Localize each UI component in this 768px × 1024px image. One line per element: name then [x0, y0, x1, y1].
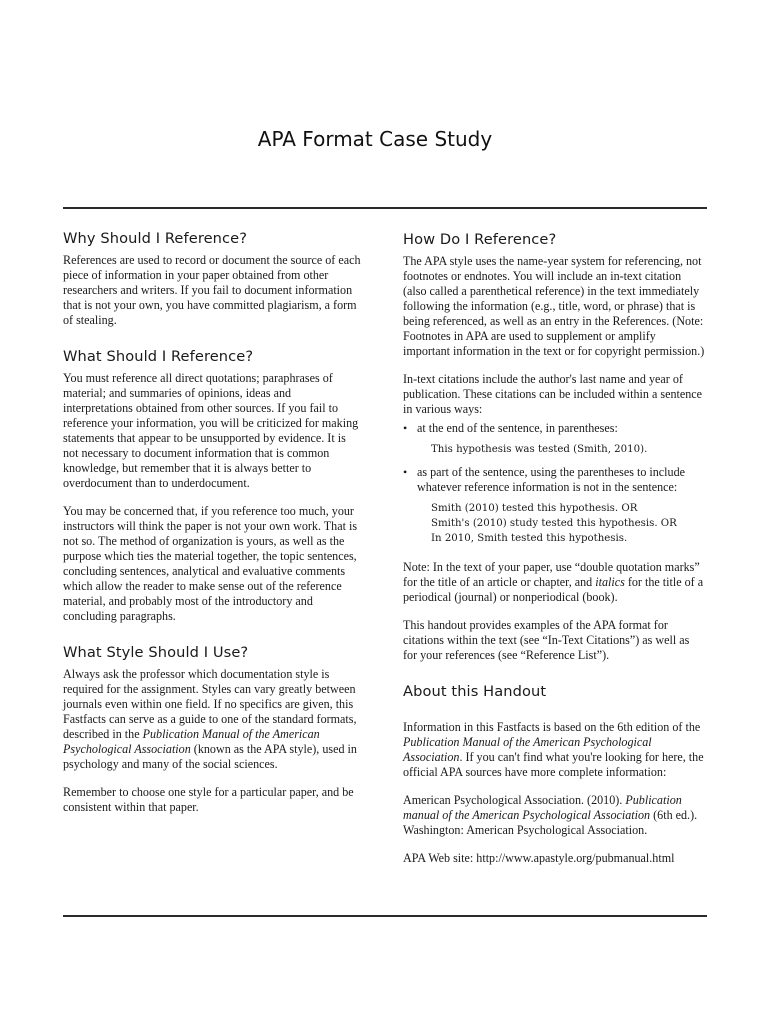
apa-web-site: APA Web site: http://www.apastyle.org/pubmanual.html	[403, 851, 675, 865]
paragraph-about: Information in this Fastfacts is based on the 6th edition of the Publication Manual of the American Psychological Association. If you can't find what you're looking for here, the official APA sources have more complete information:	[403, 720, 704, 779]
paragraph-consistency: Remember to choose one style for a particular paper, and be consistent within that paper.	[63, 785, 354, 814]
paragraph-what-reference: You must reference all direct quotations; paraphrases of material; and summaries of opinions, ideas and interpretations obtained from other sources. If you fail to reference your information, you will be criticized for making statements that appear to be unsupported by evidence. It is not necessary to document information that is common knowledge, but remember that it is always better to overdocument than to underdocument.	[63, 371, 359, 490]
left-column	[63, 230, 361, 815]
heading-what-style: What Style Should I Use?	[63, 644, 249, 661]
example-block-2: Smith (2010) tested this hypothesis. OR Smith's (2010) study tested this hypothesis. OR In 2010, Smith tested this hypothesis.	[431, 503, 677, 544]
paragraph-how-reference: The APA style uses the name-year system for referencing, not footnotes or endnotes. You will include an in-text citation (also called a parenthetical reference) in the text immediately following the information (e.g., title, word, or phrase) that is being referenced, as well as an entry in the References. (Note: Footnotes in APA are used to supplement or amplify important information in the text or for copyright permission.)	[403, 254, 705, 358]
heading-what-reference: What Should I Reference?	[63, 348, 254, 365]
bullet-icon: •	[403, 465, 408, 479]
page-title: APA Format Case Study	[257, 127, 493, 151]
citation-ways-list	[403, 421, 705, 436]
heading-how-reference: How Do I Reference?	[403, 231, 557, 248]
paragraph-in-text: In-text citations include the author's last name and year of publication. These citations can be included within a sentence in various ways:	[403, 372, 703, 416]
citation-ways-list-2	[403, 465, 705, 495]
top-divider	[63, 207, 707, 209]
bottom-divider	[63, 915, 707, 917]
list-item: • as part of the sentence, using the parentheses to include whatever reference information is not in the sentence:	[403, 465, 685, 494]
paragraph-style: Always ask the professor which documentation style is required for the assignment. Styles can vary greatly between journals even within one field. If no specifics are given, this Fastfacts can serve as a guide to one of the standard formats, described in the Publication Manual of the American Psychological Association (known as the APA style), used in psychology and many of the social sciences.	[63, 667, 357, 771]
paragraph-why-reference: References are used to record or document the source of each piece of information in your paper obtained from other researchers and writers. If you fail to document information that is not your own, you have committed plagiarism, a form of stealing.	[63, 253, 361, 327]
list-item: • at the end of the sentence, in parentheses:	[403, 421, 618, 435]
paragraph-concern: You may be concerned that, if you reference too much, your instructors will think the paper is not your own work. That is not so. The method of organization is yours, as well as the purpose which ties the material together, the topic sentences, concluding sentences, analytical and evaluative comments which allow the reader to make sense out of the reference material, and probably most of the introductory and concluding paragraphs.	[63, 504, 358, 623]
paragraph-handout-examples: This handout provides examples of the APA format for citations within the text (see “In-Text Citations”) as well as for your references (see “Reference List”).	[403, 618, 690, 662]
example-block-1: This hypothesis was tested (Smith, 2010).	[431, 444, 648, 455]
paragraph-note: Note: In the text of your paper, use “double quotation marks” for the title of an article or chapter, and italics for the title of a periodical (journal) or nonperiodical (book).	[403, 560, 704, 604]
reference-entry: American Psychological Association. (2010). Publication manual of the American Psychological Association (6th ed.). Washington: American Psychological Association.	[403, 793, 698, 837]
heading-about-handout: About this Handout	[403, 683, 547, 700]
bullet-icon: •	[403, 421, 408, 435]
right-column	[403, 231, 705, 866]
heading-why-reference: Why Should I Reference?	[63, 230, 248, 247]
